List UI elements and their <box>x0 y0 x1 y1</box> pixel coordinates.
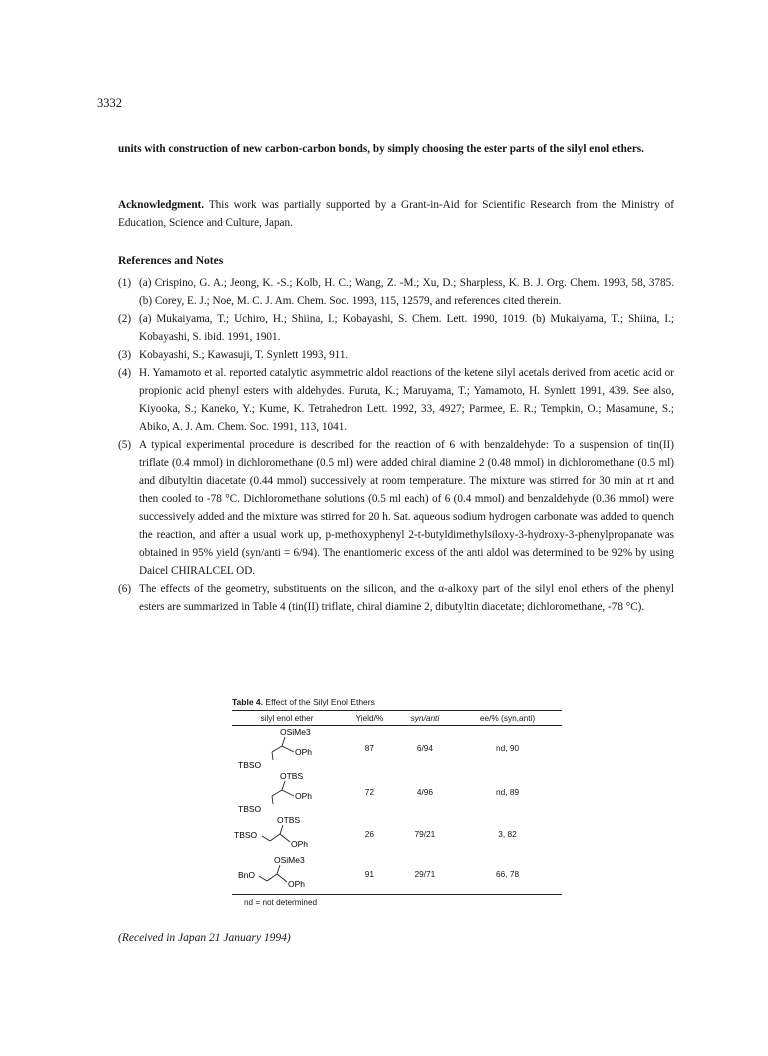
structure-cell <box>232 770 342 814</box>
yield-cell: 26 <box>364 829 374 839</box>
reference-number: (1) <box>118 277 132 289</box>
reference-number: (2) <box>118 313 132 325</box>
table-4 <box>232 697 562 907</box>
acknowledgment-text: This work was partially supported by a Grant-in-Aid for Scientific Research from the Ministry of Education, Science and Culture, Japan. <box>118 199 674 229</box>
structure-right-label: OPh <box>291 839 309 849</box>
reference-number: (3) <box>118 349 132 361</box>
structure-top-label: OSiMe3 <box>280 727 311 737</box>
syn-anti-cell: 79/21 <box>414 829 436 839</box>
header-syn-anti: syn/anti <box>397 711 453 726</box>
references-list <box>118 274 674 616</box>
reference-text: (a) Crispino, G. A.; Jeong, K. -S.; Kolb, H. C.; Wang, Z. -M.; Xu, D.; Sharpless, K. B. J. Org. Chem. 1993, 58, 3785. (b) Corey, E. J.; Noe, M. C. J. Am. Chem. Soc. 1993, 115, 12579, and references cited therein. <box>139 277 674 307</box>
reference-text: A typical experimental procedure is described for the reaction of 6 with benzaldehyde: To a suspension of tin(II) triflate (0.4 mmol) in dichloromethane (0.5 ml) were added chiral diamine 2 (0.48 mmol) in dichloromethane (0.5 ml) and dibutyltin diacetate (0.44 mmol) successively at room temperature. The mixture was stirred for 30 min at rt and then cooled to -78 °C. Dichloromethane solutions (0.5 ml each) of 6 (0.4 mmol) and benzaldehyde (0.36 mmol) were successively added and the mixture was stirred for 20 h. Sat. aqueous sodium hydrogen carbonate was added to quench the reaction, and after a usual work up, p-methoxyphenyl 2-t-butyldimethylsiloxy-3-hydroxy-3-phenylpropanate was obtained in 95% yield (syn/anti = 6/94). The enantiomeric excess of the anti aldol was determined to be 92% by using Daicel CHIRALCEL OD. <box>139 439 674 577</box>
header-ee: ee/% (syn,anti) <box>453 711 562 726</box>
structure-cell <box>232 726 342 771</box>
structure-right-label: OPh <box>295 791 313 801</box>
reference-number: (5) <box>118 439 132 451</box>
reference-text: H. Yamamoto et al. reported catalytic asymmetric aldol reactions of the ketene silyl acetals derived from acetic acid or propionic acid phenyl esters with aldehydes. Furuta, K.; Maruyama, T.; Yamamoto, H. Synlett 1991, 439. See also, Kiyooka, S.; Kaneko, Y.; Kume, K. Tetrahedron Lett. 1992, 33, 4927; Parmee, E. R.; Tempkin, O.; Masamune, S.; Abiko, A. J. Am. Chem. Soc. 1991, 113, 1041. <box>139 367 674 433</box>
reference-item <box>118 346 674 364</box>
reference-number: (4) <box>118 367 132 379</box>
table-footnote: nd = not determined <box>244 898 318 907</box>
references-heading: References and Notes <box>118 255 224 267</box>
table-caption-text: Effect of the Silyl Enol Ethers <box>265 697 375 707</box>
reference-text: The effects of the geometry, substituents on the silicon, and the α-alkoxy part of the silyl enol ethers of the phenyl esters are summarized in Table 4 (tin(II) triflate, chiral diamine 2, dibutyltin diacetate; dichloromethane, -78 °C). <box>139 583 674 613</box>
reference-item <box>118 436 674 580</box>
reference-item <box>118 274 674 310</box>
reference-item <box>118 580 674 616</box>
yield-cell: 91 <box>342 854 397 895</box>
enol-ether-structure <box>232 854 342 894</box>
structure-cell <box>232 854 342 895</box>
acknowledgment-paragraph <box>118 196 674 232</box>
table-header-row <box>232 711 562 726</box>
structure-top-label: OSiMe3 <box>274 855 305 865</box>
structure-left-label: TBSO <box>238 760 262 770</box>
structure-cell <box>232 814 342 854</box>
reference-item <box>118 364 674 436</box>
ee-cell: nd, 90 <box>495 743 520 753</box>
reference-item <box>118 310 674 346</box>
table-row <box>232 814 562 854</box>
ee-cell: 66, 78 <box>453 854 562 895</box>
table-row <box>232 726 562 771</box>
received-date: (Received in Japan 21 January 1994) <box>118 932 291 944</box>
structure-left-label: BnO <box>238 870 256 880</box>
syn-anti-cell: 6/94 <box>416 743 433 753</box>
syn-anti-cell: 29/71 <box>397 854 453 895</box>
structure-right-label: OPh <box>288 879 306 889</box>
reference-text: (a) Mukaiyama, T.; Uchiro, H.; Shiina, I.; Kobayashi, S. Chem. Lett. 1990, 1019. (b) Mukaiyama, T.; Shiina, I.; Kobayashi, S. ibid. 1991, 1901. <box>139 313 674 343</box>
reference-number: (6) <box>118 583 132 595</box>
ee-cell: nd, 89 <box>495 787 520 797</box>
structure-left-label: TBSO <box>234 830 258 840</box>
reference-text: Kobayashi, S.; Kawasuji, T. Synlett 1993, 911. <box>139 349 349 361</box>
table-caption-label: Table 4. <box>232 697 264 707</box>
structure-left-label: TBSO <box>238 804 262 814</box>
page-number: 3332 <box>97 96 122 110</box>
yield-cell: 72 <box>364 787 374 797</box>
syn-anti-cell: 4/96 <box>416 787 433 797</box>
structure-right-label: OPh <box>295 747 313 757</box>
enol-ether-structure <box>232 726 342 770</box>
structure-top-label: OTBS <box>280 771 304 781</box>
acknowledgment-heading: Acknowledgment. <box>118 199 205 211</box>
table-caption <box>232 697 562 707</box>
header-yield: Yield/% <box>342 711 397 726</box>
ee-cell: 3, 82 <box>498 829 517 839</box>
yield-cell: 87 <box>364 743 374 753</box>
structure-top-label: OTBS <box>277 815 301 825</box>
continuation-text: units with construction of new carbon-carbon bonds, by simply choosing the ester parts of the silyl enol ethers. <box>118 143 644 155</box>
table-row <box>232 854 562 895</box>
enol-ether-structure <box>232 770 342 814</box>
continuation-paragraph <box>118 140 674 158</box>
table-row <box>232 770 562 814</box>
enol-ether-structure <box>232 814 342 854</box>
header-silyl-enol-ether: silyl enol ether <box>232 711 342 726</box>
silyl-enol-ether-table <box>232 710 562 895</box>
references-heading-block <box>118 252 674 270</box>
